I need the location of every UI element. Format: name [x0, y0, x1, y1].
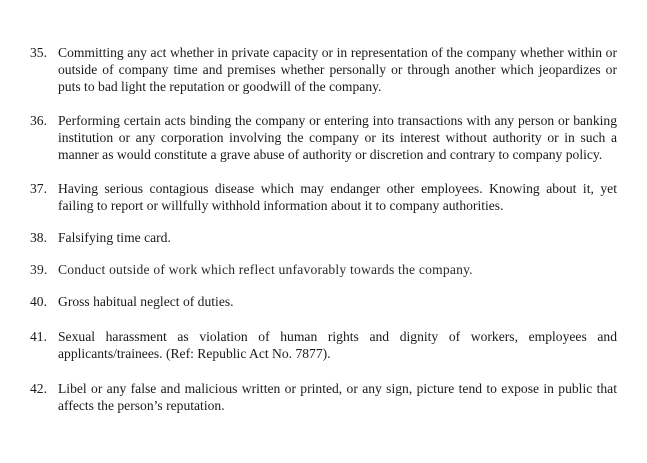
list-item — [30, 261, 617, 278]
list-item — [30, 328, 617, 362]
list-item — [30, 380, 617, 414]
list-item — [30, 293, 617, 310]
item-text: Performing certain acts binding the company or entering into transactions with any person or banking institution or any corporation involving the company or its interest without authority or in such a manner as would constitute a grave abuse of authority or discretion and contrary to company policy. — [58, 113, 617, 162]
item-text: Committing any act whether in private capacity or in representation of the company whether within or outside of company time and premises whether personally or through another which jeopardizes or puts to bad light the reputation or goodwill of the company. — [58, 45, 617, 94]
item-number: 38. — [30, 230, 47, 245]
item-number: 40. — [30, 294, 47, 309]
item-text: Libel or any false and malicious written or printed, or any sign, picture tend to expose in public that affects the person’s reputation. — [58, 381, 617, 413]
list-item — [30, 180, 617, 214]
item-text: Sexual harassment as violation of human rights and dignity of workers, employees and applicants/trainees. (Ref: Republic Act No. 7877). — [58, 329, 617, 361]
list-item — [30, 44, 617, 95]
item-number: 35. — [30, 45, 47, 60]
list-item — [30, 229, 617, 246]
item-text: Having serious contagious disease which may endanger other employees. Knowing about it, yet failing to report or willfully withhold information about it to company authorities. — [58, 181, 617, 213]
item-text: Falsifying time card. — [58, 230, 171, 245]
item-text: Conduct outside of work which reflect unfavorably towards the company. — [58, 262, 473, 277]
item-number: 37. — [30, 181, 47, 196]
item-number: 41. — [30, 329, 47, 344]
list-item — [30, 112, 617, 163]
item-text: Gross habitual neglect of duties. — [58, 294, 234, 309]
item-number: 39. — [30, 262, 48, 277]
item-number: 36. — [30, 113, 47, 128]
item-number: 42. — [30, 381, 47, 396]
